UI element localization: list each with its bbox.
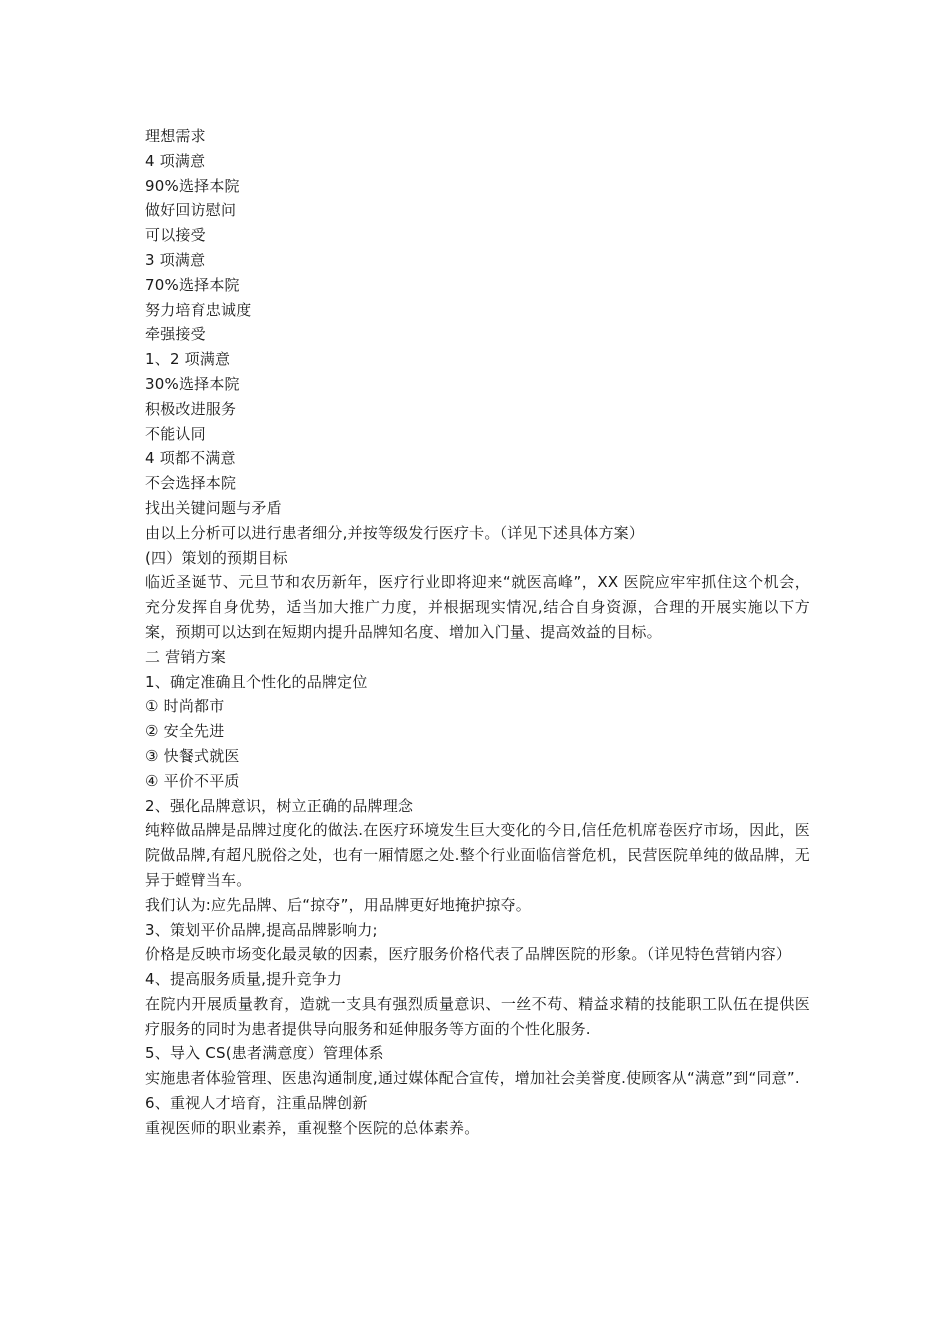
item-heading-cs-system: 5、导入 CS(患者满意度）管理体系: [145, 1044, 384, 1063]
positioning-item: ④ 平价不平质: [145, 771, 240, 790]
brand-awareness-paragraph: 纯粹做品牌是品牌过度化的做法.在医疗环境发生巨大变化的今日,信任危机席卷医疗市场，因此，医院做品牌,有超凡脱俗之处，也有一厢情愿之处.整个行业面临信誉危机，民营医院单纯的做品牌，无异于螳臂当车。: [145, 821, 810, 889]
text-line: 30%选择本院: [145, 374, 240, 393]
text-line: 牵强接受: [145, 325, 206, 344]
document-page: [145, 124, 810, 1141]
item-heading-talent: 6、重视人才培育，注重品牌创新: [145, 1094, 368, 1113]
brand-awareness-conclusion: 我们认为:应先品牌、后“掠夺”，用品牌更好地掩护掠夺。: [145, 895, 531, 914]
item-heading-service-quality: 4、提高服务质量,提升竞争力: [145, 970, 343, 989]
goals-paragraph: 临近圣诞节、元旦节和农历新年，医疗行业即将迎来“就医高峰”，XX 医院应牢牢抓住这个机会，充分发挥自身优势，适当加大推广力度，并根据现实情况,结合自身资源，合理的开展实施以下方案，预期可以达到在短期内提升品牌知名度、增加入门量、提高效益的目标。: [145, 573, 810, 641]
positioning-item: ② 安全先进: [145, 722, 225, 741]
analysis-summary: 由以上分析可以进行患者细分,并按等级发行医疗卡。（详见下述具体方案）: [145, 523, 645, 542]
text-line: 70%选择本院: [145, 275, 240, 294]
text-line: 努力培育忠诚度: [145, 300, 252, 319]
text-line: 可以接受: [145, 226, 206, 245]
service-quality-paragraph: 在院内开展质量教育，造就一支具有强烈质量意识、一丝不苟、精益求精的技能职工队伍在提供医疗服务的同时为患者提供导向服务和延伸服务等方面的个性化服务.: [145, 994, 810, 1038]
text-line: 4 项都不满意: [145, 449, 236, 468]
text-line: 3 项满意: [145, 250, 206, 269]
text-line: 做好回访慰问: [145, 201, 237, 220]
text-line: 理想需求: [145, 127, 206, 145]
positioning-item: ① 时尚都市: [145, 697, 225, 716]
text-line: 不会选择本院: [145, 474, 237, 493]
item-heading-positioning: 1、确定准确且个性化的品牌定位: [145, 672, 368, 691]
text-line: 找出关键问题与矛盾: [145, 498, 282, 517]
section-heading-marketing: 二 营销方案: [145, 647, 226, 666]
text-line: 不能认同: [145, 424, 206, 443]
text-line: 4 项满意: [145, 151, 206, 170]
positioning-item: ③ 快餐式就医: [145, 746, 240, 765]
text-line: 90%选择本院: [145, 176, 240, 195]
talent-paragraph: 重视医师的职业素养，重视整个医院的总体素养。: [145, 1118, 480, 1137]
item-heading-brand-awareness: 2、强化品牌意识，树立正确的品牌理念: [145, 796, 414, 815]
text-line: 1、2 项满意: [145, 350, 231, 369]
text-line: 积极改进服务: [145, 399, 237, 418]
item-heading-pricing: 3、策划平价品牌,提高品牌影响力;: [145, 920, 378, 939]
section-heading-goals: (四）策划的预期目标: [145, 548, 288, 567]
pricing-paragraph: 价格是反映市场变化最灵敏的因素，医疗服务价格代表了品牌医院的形象。（详见特色营销内容）: [145, 945, 792, 964]
cs-system-paragraph: 实施患者体验管理、医患沟通制度,通过媒体配合宣传，增加社会美誉度.使顾客从“满意”到“同意”.: [145, 1069, 800, 1088]
